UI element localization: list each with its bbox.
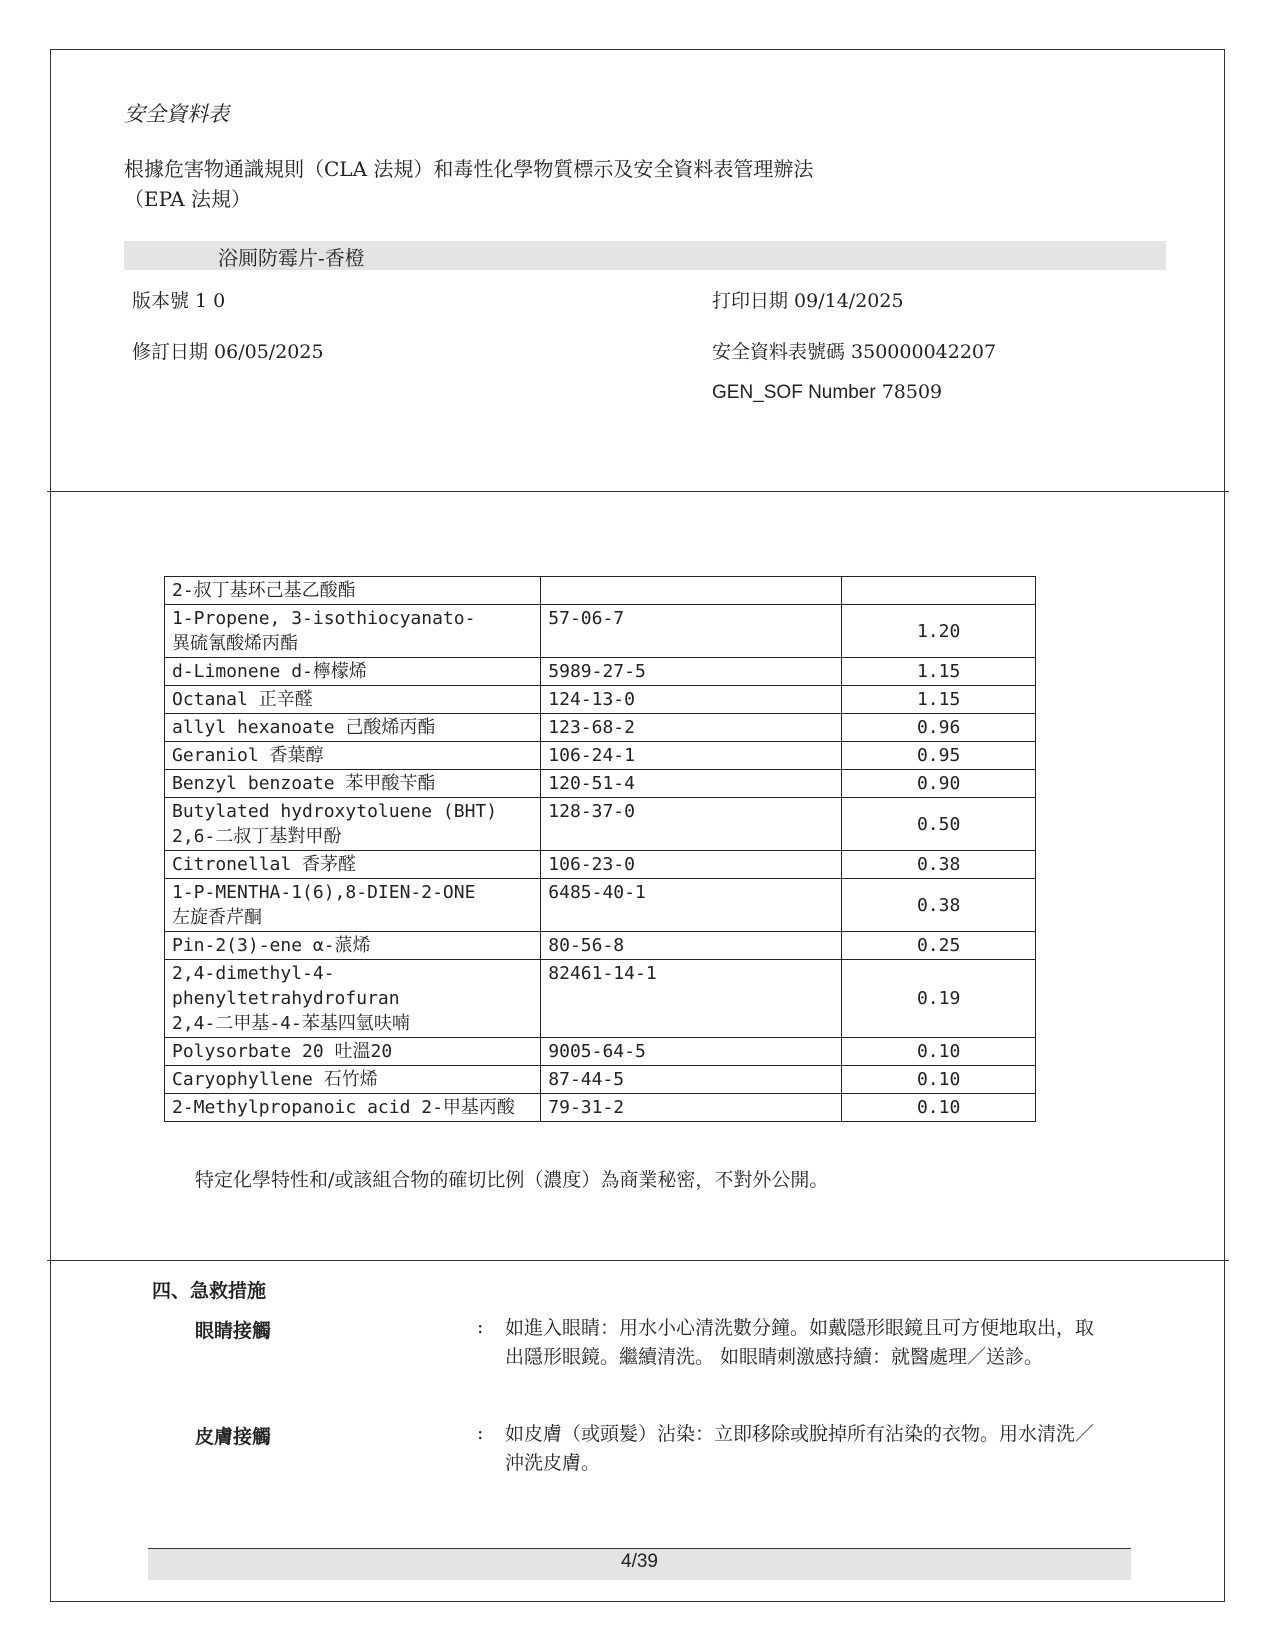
gen-sof-number bbox=[712, 381, 942, 404]
ingredient-name-cell: 1-Propene, 3-isothiocyanato- 異硫氰酸烯丙酯 bbox=[165, 605, 541, 658]
cas-number-cell: 9005-64-5 bbox=[541, 1038, 842, 1066]
ingredient-name-cell: d-Limonene d-檸檬烯 bbox=[165, 658, 541, 686]
concentration-cell: 0.95 bbox=[842, 742, 1036, 770]
cas-number-cell: 124-13-0 bbox=[541, 686, 842, 714]
document-title: 安全資料表 bbox=[124, 102, 229, 126]
concentration-cell: 0.96 bbox=[842, 714, 1036, 742]
gen-sof-value: 78509 bbox=[881, 381, 943, 403]
table-row bbox=[165, 605, 1036, 658]
ingredient-name-cell: 2-叔丁基环己基乙酸酯 bbox=[165, 577, 541, 605]
concentration-cell: 0.50 bbox=[842, 798, 1036, 851]
cas-number-cell: 79-31-2 bbox=[541, 1094, 842, 1122]
header-divider bbox=[47, 491, 1229, 492]
concentration-cell: 0.38 bbox=[842, 879, 1036, 932]
ingredient-name-cell: Benzyl benzoate 苯甲酸苄酯 bbox=[165, 770, 541, 798]
concentration-cell: 0.25 bbox=[842, 932, 1036, 960]
ingredient-name-cell: Octanal 正辛醛 bbox=[165, 686, 541, 714]
gen-sof-label: GEN_SOF Number bbox=[712, 382, 876, 403]
cas-number-cell: 87-44-5 bbox=[541, 1066, 842, 1094]
table-row bbox=[165, 577, 1036, 605]
concentration-cell: 0.38 bbox=[842, 851, 1036, 879]
skin-contact-label: 皮膚接觸 bbox=[195, 1426, 272, 1448]
concentration-cell: 0.10 bbox=[842, 1094, 1036, 1122]
composition-table bbox=[164, 576, 1036, 1122]
cas-number-cell: 5989-27-5 bbox=[541, 658, 842, 686]
concentration-cell: 0.90 bbox=[842, 770, 1036, 798]
skin-contact-text: 如皮膚（或頭髮）沾染：立即移除或脫掉所有沾染的衣物。用水清洗／沖洗皮膚。 bbox=[505, 1423, 1095, 1474]
table-row bbox=[165, 686, 1036, 714]
table-row bbox=[165, 932, 1036, 960]
concentration-cell: 0.10 bbox=[842, 1038, 1036, 1066]
table-row bbox=[165, 851, 1036, 879]
product-name: 浴厠防霉片-香橙 bbox=[218, 246, 365, 270]
cas-number-cell: 57-06-7 bbox=[541, 605, 842, 658]
sds-number: 安全資料表號碼 350000042207 bbox=[712, 341, 997, 363]
concentration-cell: 0.19 bbox=[842, 960, 1036, 1038]
cas-number-cell: 120-51-4 bbox=[541, 770, 842, 798]
table-row bbox=[165, 1066, 1036, 1094]
ingredient-name-cell: Caryophyllene 石竹烯 bbox=[165, 1066, 541, 1094]
ingredient-name-cell: 2-Methylpropanoic acid 2-甲基丙酸 bbox=[165, 1094, 541, 1122]
cas-number-cell: 128-37-0 bbox=[541, 798, 842, 851]
cas-number-cell: 80-56-8 bbox=[541, 932, 842, 960]
concentration-cell: 1.20 bbox=[842, 605, 1036, 658]
table-row bbox=[165, 1094, 1036, 1122]
skin-contact-colon: : bbox=[477, 1422, 484, 1444]
cas-number-cell: 82461-14-1 bbox=[541, 960, 842, 1038]
concentration-cell: 1.15 bbox=[842, 658, 1036, 686]
ingredient-name-cell: Butylated hydroxytoluene (BHT) 2,6-二叔丁基對甲酚 bbox=[165, 798, 541, 851]
section-divider bbox=[47, 1260, 1229, 1261]
ingredient-name-cell: Geraniol 香葉醇 bbox=[165, 742, 541, 770]
cas-number-cell: 106-24-1 bbox=[541, 742, 842, 770]
table-row bbox=[165, 714, 1036, 742]
cas-number-cell: 106-23-0 bbox=[541, 851, 842, 879]
ingredient-name-cell: allyl hexanoate 己酸烯丙酯 bbox=[165, 714, 541, 742]
revision-date: 修訂日期 06/05/2025 bbox=[132, 341, 324, 363]
ingredient-name-cell: 2,4-dimethyl-4- phenyltetrahydrofuran 2,4-二甲基-4-苯基四氫呋喃 bbox=[165, 960, 541, 1038]
first-aid-heading: 四、急救措施 bbox=[152, 1280, 267, 1302]
page-number: 4/39 bbox=[621, 1551, 658, 1572]
table-row bbox=[165, 770, 1036, 798]
table-row bbox=[165, 960, 1036, 1038]
table-row bbox=[165, 879, 1036, 932]
trade-secret-note: 特定化學特性和/或該組合物的確切比例（濃度）為商業秘密，不對外公開。 bbox=[195, 1169, 829, 1191]
table-row bbox=[165, 742, 1036, 770]
table-row bbox=[165, 798, 1036, 851]
ingredient-name-cell: Polysorbate 20 吐溫20 bbox=[165, 1038, 541, 1066]
regulation-text: 根據危害物通識規則（CLA 法規）和毒性化學物質標示及安全資料表管理辦法（EPA 法規） bbox=[124, 157, 814, 211]
ingredient-name-cell: Citronellal 香茅醛 bbox=[165, 851, 541, 879]
table-row bbox=[165, 1038, 1036, 1066]
concentration-cell: 1.15 bbox=[842, 686, 1036, 714]
ingredient-name-cell: 1-P-MENTHA-1(6),8-DIEN-2-ONE 左旋香芹酮 bbox=[165, 879, 541, 932]
eye-contact-text: 如進入眼睛：用水小心清洗數分鐘。如戴隱形眼鏡且可方便地取出，取出隱形眼鏡。繼續清洗。 如眼睛刺激感持續：就醫處理／送診。 bbox=[505, 1317, 1095, 1368]
cas-number-cell: 6485-40-1 bbox=[541, 879, 842, 932]
table-row bbox=[165, 658, 1036, 686]
eye-contact-label: 眼睛接觸 bbox=[195, 1320, 272, 1342]
eye-contact-colon: : bbox=[477, 1316, 484, 1338]
concentration-cell bbox=[842, 577, 1036, 605]
concentration-cell: 0.10 bbox=[842, 1066, 1036, 1094]
cas-number-cell: 123-68-2 bbox=[541, 714, 842, 742]
cas-number-cell bbox=[541, 577, 842, 605]
version-number: 版本號 1 0 bbox=[132, 290, 226, 312]
ingredient-name-cell: Pin-2(3)-ene α-蒎烯 bbox=[165, 932, 541, 960]
print-date: 打印日期 09/14/2025 bbox=[712, 290, 904, 312]
